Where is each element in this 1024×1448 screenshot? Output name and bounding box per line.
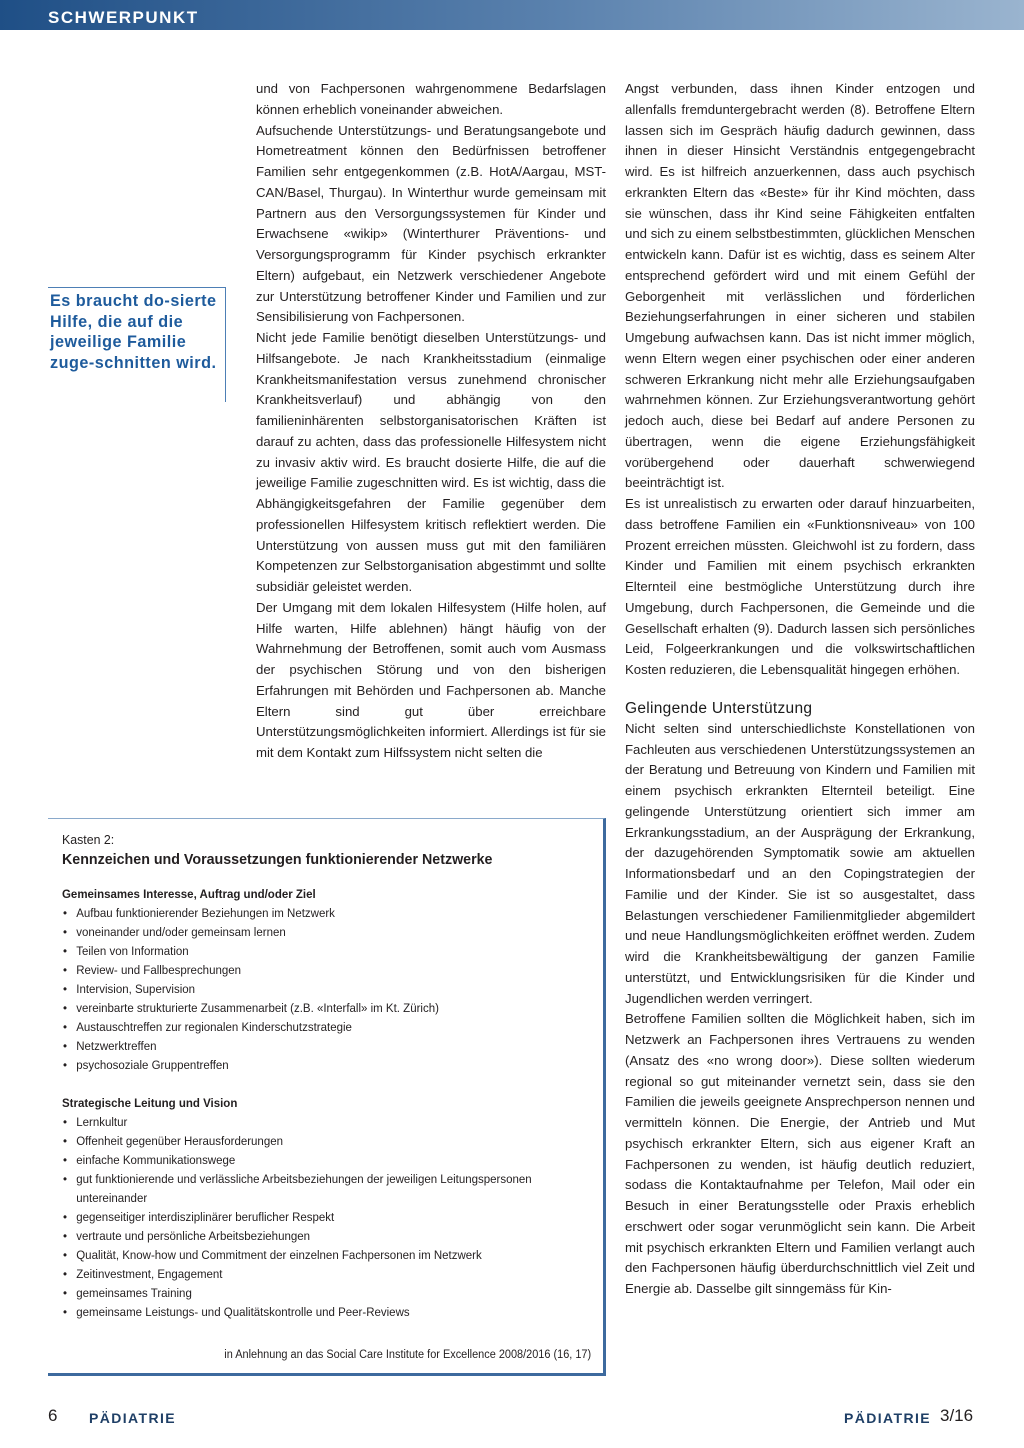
list-item: • einfache Kommunikationswege: [62, 1151, 564, 1170]
issue-number: 3/16: [940, 1406, 974, 1425]
paragraph: Betroffene Familien sollten die Möglichkeit haben, sich im Netzwerk an Fachpersonen ihres Vertrauens zu wenden (Ansatz des «no wrong door»). Diese sollten wiederum regional so gut miteinander vernetzt sein, dass sie den Familien die jeweils geeignete Ansprechperson nennen und vermitteln können. Die Energie, der Antrieb und Mut psychisch erkrankter Eltern, sich aus eigener Kraft an Fachpersonen zu wenden, ist häufig deutlich reduziert, sodass die Kontaktaufnahme per Telefon, Mail oder ein Besuch in einer Beratungsstelle oder Praxis erheblich erschwert oder sogar verunmöglicht sein kann. Die Arbeit mit psychisch erkrankten Eltern und Familien verlangt auch den Fachpersonen häufig überdurchschnittlich viel Zeit und Energie ab. Dasselbe gilt sinngemäss für Kin-: [625, 1011, 975, 1296]
list-item: • Austauschtreffen zur regionalen Kinderschutzstrategie: [62, 1018, 564, 1037]
list-item: • Qualität, Know-how und Commitment der einzelnen Fachpersonen im Netzwerk: [62, 1246, 564, 1265]
list-item: • Review- und Fallbesprechungen: [62, 961, 564, 980]
pull-quote: [48, 287, 226, 402]
paragraph: Nicht jede Familie benötigt dieselben Unterstützungs- und Hilfsangebote. Je nach Krankheitsstadium (einmalige Krankheitsmanifestation versus zunehmend chronischer Krankheitsverlauf) und abhängig von den familieninhärenten selbstorganisatorischen Kräften ist darauf zu achten, dass das professionelle Hilfesystem nicht zu invasiv aktiv wird. Es braucht dosierte Hilfe, die auf die jeweilige Familie zugeschnitten wird. Es ist wichtig, dass die Abhängigkeitsgefahren der Familie gegenüber dem professionellen Hilfesystem kritisch reflektiert werden. Die Unterstützung von aussen muss gut mit den familiären Kompetenzen zur Selbstorganisation abgestimmt und sollte subsidiär geleistet werden.: [256, 330, 606, 594]
list-item: • Zeitinvestment, Engagement: [62, 1265, 564, 1284]
box-source-note: in Anlehnung an das Social Care Institute for Excellence 2008/2016 (16, 17): [224, 1349, 591, 1361]
list-item: • Aufbau funktionierender Beziehungen im Netzwerk: [62, 904, 564, 923]
box-section-title: Strategische Leitung und Vision: [62, 1096, 238, 1110]
list-item: • gegenseitiger interdisziplinärer beruflicher Respekt: [62, 1208, 564, 1227]
bullet-list: [62, 1113, 564, 1322]
list-item: • Intervision, Supervision: [62, 980, 564, 999]
page-number: 6: [48, 1406, 58, 1425]
article-column-right: [625, 79, 975, 1300]
list-item: • gut funktionierende und verlässliche Arbeitsbeziehungen der jeweiligen Leitungspersonen untereinander: [62, 1170, 564, 1208]
list-item: • voneinander und/oder gemeinsam lernen: [62, 923, 564, 942]
list-item: • Offenheit gegenüber Herausforderungen: [62, 1132, 564, 1151]
list-item: • Netzwerktreffen: [62, 1037, 564, 1056]
section-header-bar: [0, 0, 1024, 30]
list-item: • vertraute und persönliche Arbeitsbeziehungen: [62, 1227, 564, 1246]
bullet-list: [62, 904, 564, 1075]
journal-logo: PÄDIATRIE: [89, 1410, 177, 1426]
list-item: • psychosoziale Gruppentreffen: [62, 1056, 564, 1075]
pull-quote-text: Es braucht do-sierte Hilfe, die auf die jeweilige Familie zuge-schnitten wird.: [50, 292, 217, 372]
info-box: [48, 818, 606, 1376]
list-item: • Teilen von Information: [62, 942, 564, 961]
paragraph: Es ist unrealistisch zu erwarten oder darauf hinzuarbeiten, dass betroffene Familien ein «Funktionsniveau» von 100 Prozent erreichen müssten. Gleichwohl ist zu fordern, dass Kinder und Familien mit einem psychisch erkrankten Elternteil eine bestmögliche Unterstützung durch ihre Umgebung, durch Fachpersonen, die Gemeinde und die Gesellschaft erhalten (9). Dadurch lassen sich persönliches Leid, Folgeerkrankungen und die volkswirtschaftlichen Kosten reduzieren, die Lebensqualität hingegen erhöhen.: [625, 496, 975, 677]
list-item: • Lernkultur: [62, 1113, 564, 1132]
box-title: Kennzeichen und Voraussetzungen funktionierender Netzwerke: [62, 851, 493, 868]
journal-logo: PÄDIATRIE: [844, 1410, 932, 1426]
box-section-title: Gemeinsames Interesse, Auftrag und/oder Ziel: [62, 887, 316, 901]
list-item: • gemeinsame Leistungs- und Qualitätskontrolle und Peer-Reviews: [62, 1303, 564, 1322]
subheading: Gelingende Unterstützung: [625, 699, 813, 717]
paragraph: Nicht selten sind unterschiedlichste Konstellationen von Fachleuten aus verschiedenen Unterstützungssystemen an der Beratung und Betreuung von Kindern und Familien mit einem psychisch erkrankten Elternteil beteiligt. Eine gelingende Unterstützung orientiert sich immer am Erkrankungsstadium, an der Ausprägung der Erkrankung, der dazugehörenden Symptomatik sowie am aktuellen Informationsbedarf und an den Copingstrategien der Familie und der Kinder. Sie ist so ausgestaltet, dass Belastungen verschiedener Familienmitglieder abgemildert und neue Handlungsmöglichkeiten eröffnet werden. Zudem wird die Krankheitsbewältigung der ganzen Familie unterstützt, und Entwicklungsrisiken für die Kinder und Jugendlichen werden verringert.: [625, 720, 975, 1006]
list-item: • gemeinsames Training: [62, 1284, 564, 1303]
info-box-content: [62, 831, 564, 1322]
paragraph: Aufsuchende Unterstützungs- und Beratungsangebote und Hometreatment können den Bedürfnissen betroffener Familien sehr entgegenkommen (z.B. HotA/Aargau, MST-CAN/Basel, Thurgau). In Winterthur wurde gemeinsam mit Partnern aus den Versorgungssystemen für Kinder und Erwachsene «wikip» (Winterthurer Präventions- und Versorgungsprogramm für Kinder psychisch erkrankter Eltern) aufgebaut, ein Netzwerk verschiedener Angebote zur Unterstützung betroffener Kinder und Familien und zur Sensibilisierung von Fachpersonen.: [256, 122, 606, 325]
article-column-middle: [256, 79, 606, 764]
paragraph: Angst verbunden, dass ihnen Kinder entzogen und allenfalls fremduntergebracht werden (8). Betroffene Eltern lassen sich im Gespräch häufig dadurch gewinnen, dass ihnen in dieser Hinsicht Verständnis entgegengebracht wird. Es ist hilfreich anzuerkennen, dass auch psychisch erkrankten Eltern das «Beste» für ihr Kind möchten, dass sie wünschen, dass ihr Kind seine Fähigkeiten entfalten und sich zu einem selbstbestimmten, glücklichen Menschen entwickeln kann. Dafür ist es wichtig, dass es seinem Alter entsprechend gefördert wird und mit einem Gefühl der Geborgenheit mit verlässlichen und förderlichen Beziehungserfahrungen in einer sicheren und stabilen Umgebung aufwachsen kann. Das ist nicht immer möglich, wenn Eltern wegen einer psychischen oder einer anderen schweren Erkrankung nicht mehr alle Erziehungsaufgaben wahrnehmen können. Zur Erziehungsverantwortung gehört jedoch auch, diese bei Bedarf auf andere Personen zu übertragen, wenn die eigene Erziehungsfähigkeit vorübergehend oder dauerhaft schwerwiegend beeinträchtigt ist.: [625, 81, 975, 491]
box-label: Kasten 2:: [62, 832, 115, 847]
list-item: • vereinbarte strukturierte Zusammenarbeit (z.B. «Interfall» im Kt. Zürich): [62, 999, 564, 1018]
paragraph: und von Fachpersonen wahrgenommene Bedarfslagen können erheblich voneinander abweichen.: [256, 81, 606, 117]
section-title: SCHWERPUNKT: [48, 8, 199, 27]
paragraph: Der Umgang mit dem lokalen Hilfesystem (Hilfe holen, auf Hilfe warten, Hilfe ablehnen) hängt häufig von der Wahrnehmung der Betroffenen, somit auch vom Ausmass der psychischen Störung und von den bisherigen Erfahrungen mit Behörden und Fachpersonen ab. Manche Eltern sind gut über erreichbare Unterstützungsmöglichkeiten informiert. Allerdings ist für sie mit dem Kontakt zum Hilfssystem nicht selten die: [256, 599, 606, 760]
